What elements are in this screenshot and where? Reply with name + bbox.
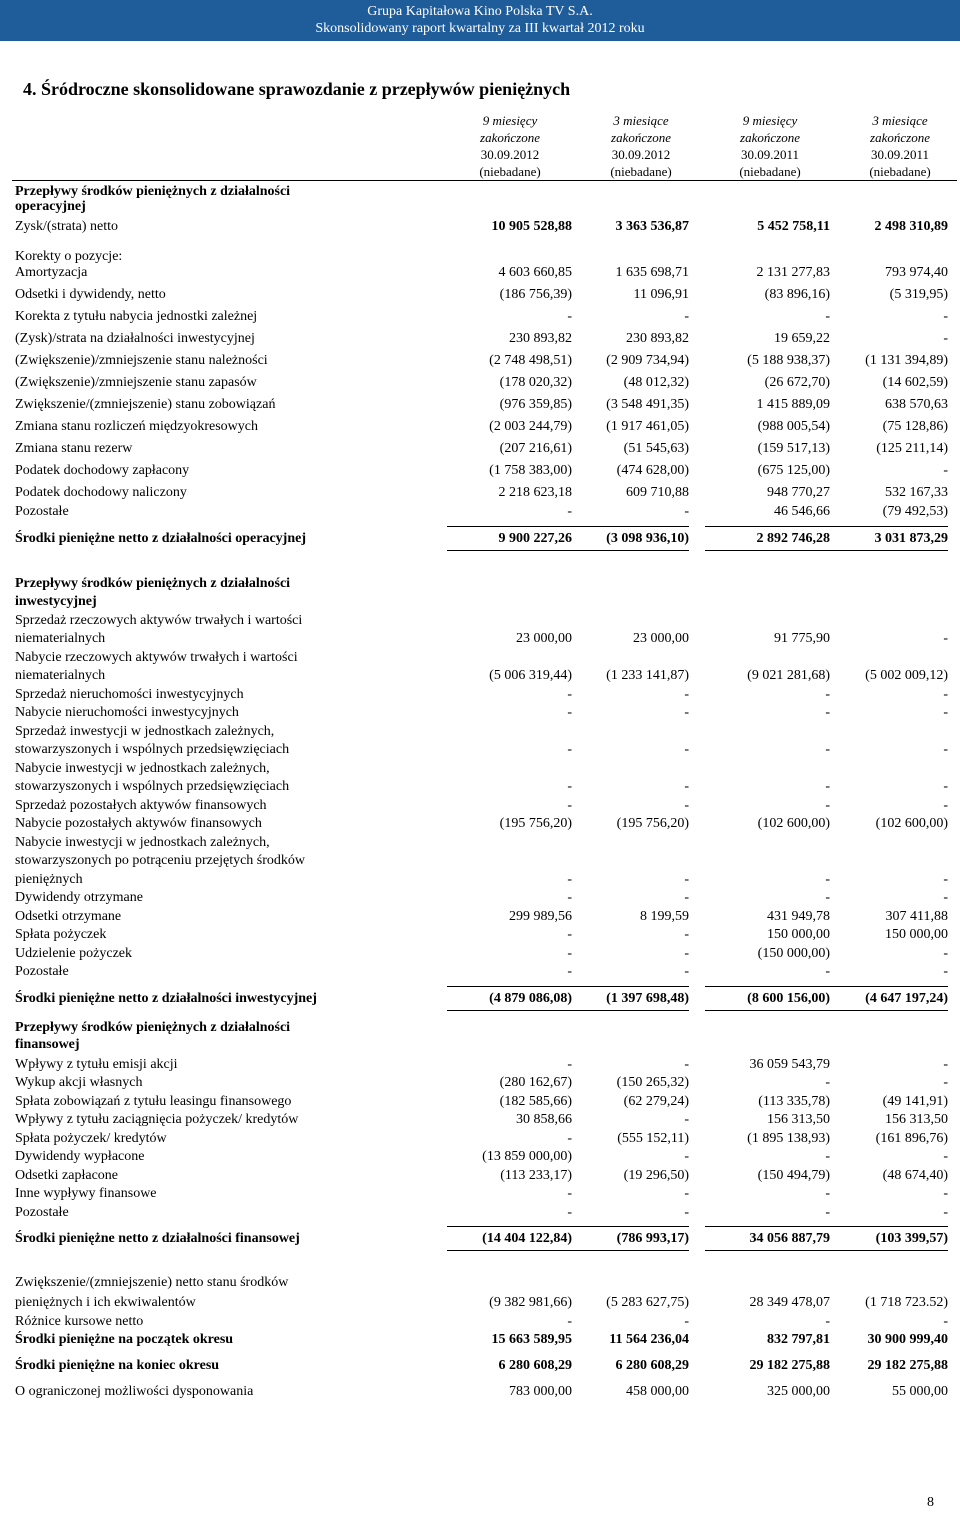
row-value-col1: 10 905 528,88 bbox=[491, 219, 572, 234]
row-value-col2: (1 233 141,87) bbox=[606, 668, 689, 683]
row-label: Nabycie inwestycji w jednostkach zależnych, bbox=[15, 835, 270, 850]
row-value-col3: 36 059 543,79 bbox=[749, 1057, 830, 1072]
row-value-col1: - bbox=[567, 1131, 572, 1146]
row-value-col4: 30 900 999,40 bbox=[867, 1332, 948, 1347]
row-label: Spłata pożyczek/ kredytów bbox=[15, 1131, 167, 1146]
row-value-col4: 307 411,88 bbox=[885, 909, 948, 924]
column-status: zakończone bbox=[611, 130, 671, 145]
row-value-col3: 2 892 746,28 bbox=[705, 530, 830, 548]
row-value-col4: (79 492,53) bbox=[882, 504, 948, 519]
row-value-col1: - bbox=[567, 779, 572, 794]
row-value-col3: - bbox=[825, 309, 830, 324]
row-label: Sprzedaż rzeczowych aktywów trwałych i wartości bbox=[15, 613, 303, 628]
row-value-col4: - bbox=[943, 687, 948, 702]
row-value-col2: (62 279,24) bbox=[623, 1094, 689, 1109]
row-value-col3: - bbox=[825, 1186, 830, 1201]
row-value-col2: - bbox=[684, 946, 689, 961]
row-value-col4: 638 570,63 bbox=[885, 397, 948, 412]
column-date: 30.09.2011 bbox=[870, 147, 930, 162]
row-value-col2: (150 265,32) bbox=[616, 1075, 689, 1090]
row-value-col2: (195 756,20) bbox=[616, 816, 689, 831]
row-value-col4: - bbox=[943, 705, 948, 720]
section-title: 4. Śródroczne skonsolidowane sprawozdanie z przepływów pieniężnych bbox=[23, 79, 571, 99]
column-period: 3 miesiące bbox=[613, 113, 669, 128]
row-value-col3: (675 125,00) bbox=[757, 463, 830, 478]
row-value-col4: 156 313,50 bbox=[885, 1112, 948, 1127]
row-value-col1: - bbox=[567, 1057, 572, 1072]
row-value-col1: 6 280 608,29 bbox=[498, 1358, 572, 1373]
row-value-col1: - bbox=[567, 964, 572, 979]
row-label: pieniężnych bbox=[15, 872, 83, 887]
column-date: 30.09.2012 bbox=[480, 147, 540, 162]
row-value-col2: (5 283 627,75) bbox=[606, 1295, 689, 1310]
row-value-col1: - bbox=[567, 742, 572, 757]
row-label: Środki pieniężne netto z działalności finansowej bbox=[15, 1231, 300, 1246]
row-value-col3: 19 659,22 bbox=[774, 331, 830, 346]
row-value-col1: (9 382 981,66) bbox=[489, 1295, 572, 1310]
row-value-col3: - bbox=[825, 742, 830, 757]
row-value-col2: - bbox=[684, 1057, 689, 1072]
row-label: Korekty o pozycje: bbox=[15, 249, 123, 264]
row-value-col4: - bbox=[943, 463, 948, 478]
row-label: Udzielenie pożyczek bbox=[15, 946, 132, 961]
row-value-col1: - bbox=[567, 705, 572, 720]
row-value-col2: - bbox=[684, 504, 689, 519]
row-value-col1: 2 218 623,18 bbox=[498, 485, 572, 500]
row-value-col4: - bbox=[943, 1149, 948, 1164]
row-value-col4: (1 718 723.52) bbox=[865, 1295, 948, 1310]
row-label: O ograniczonej możliwości dysponowania bbox=[15, 1384, 254, 1399]
row-value-col2: 230 893,82 bbox=[626, 331, 689, 346]
row-label: Spłata zobowiązań z tytułu leasingu finansowego bbox=[15, 1094, 292, 1109]
row-value-col1: - bbox=[567, 1205, 572, 1220]
row-label: Podatek dochodowy naliczony bbox=[15, 485, 187, 500]
row-value-col1: (207 216,61) bbox=[499, 441, 572, 456]
row-value-col1: 15 663 589,95 bbox=[491, 1332, 572, 1347]
row-value-col1: (280 162,67) bbox=[499, 1075, 572, 1090]
row-value-col3: (150 494,79) bbox=[757, 1168, 830, 1183]
row-value-col4: 793 974,40 bbox=[885, 265, 948, 280]
row-value-col2: - bbox=[684, 890, 689, 905]
row-value-col4: (75 128,86) bbox=[882, 419, 948, 434]
row-value-col4: (14 602,59) bbox=[882, 375, 948, 390]
column-header-1 bbox=[455, 112, 565, 180]
row-value-col2: 3 363 536,87 bbox=[615, 219, 689, 234]
row-value-col2: (1 397 698,48) bbox=[564, 990, 689, 1008]
row-value-col3: 948 770,27 bbox=[767, 485, 830, 500]
row-label: Nabycie nieruchomości inwestycyjnych bbox=[15, 705, 239, 720]
row-value-col2: 609 710,88 bbox=[626, 485, 689, 500]
row-value-col3: - bbox=[825, 779, 830, 794]
row-value-col4: - bbox=[943, 779, 948, 794]
row-label: Korekta z tytułu nabycia jednostki zależnej bbox=[15, 309, 258, 324]
row-label: Wykup akcji własnych bbox=[15, 1075, 143, 1090]
header-divider bbox=[12, 180, 957, 181]
row-label: Podatek dochodowy zapłacony bbox=[15, 463, 190, 478]
row-value-col4: 532 167,33 bbox=[885, 485, 948, 500]
row-value-col4: - bbox=[943, 631, 948, 646]
row-value-col1: (182 585,66) bbox=[499, 1094, 572, 1109]
row-value-col4: (125 211,14) bbox=[876, 441, 948, 456]
row-label: Pozostałe bbox=[15, 964, 69, 979]
row-value-col2: - bbox=[684, 1112, 689, 1127]
row-label: Nabycie rzeczowych aktywów trwałych i wartości bbox=[15, 650, 298, 665]
row-value-col2: 8 199,59 bbox=[640, 909, 689, 924]
row-label: Środki pieniężne netto z działalności operacyjnej bbox=[15, 531, 306, 546]
column-period: 3 miesiące bbox=[872, 113, 928, 128]
row-value-col4: - bbox=[943, 331, 948, 346]
row-value-col2: (555 152,11) bbox=[617, 1131, 689, 1146]
row-value-col3: - bbox=[825, 798, 830, 813]
row-value-col1: (178 020,32) bbox=[499, 375, 572, 390]
row-label: Sprzedaż inwestycji w jednostkach zależnych, bbox=[15, 724, 275, 739]
row-label: Różnice kursowe netto bbox=[15, 1314, 144, 1329]
row-value-col1: - bbox=[567, 1186, 572, 1201]
row-value-col1: (4 879 086,08) bbox=[447, 990, 572, 1008]
row-value-col4: (5 002 009,12) bbox=[865, 668, 948, 683]
row-value-col4: - bbox=[943, 1314, 948, 1329]
row-value-col3: 431 949,78 bbox=[767, 909, 830, 924]
row-label: Inne wypływy finansowe bbox=[15, 1186, 157, 1201]
row-value-col3: 46 546,66 bbox=[774, 504, 830, 519]
row-value-col2: (51 545,63) bbox=[623, 441, 689, 456]
row-value-col2: 11 564 236,04 bbox=[609, 1332, 689, 1347]
row-value-col3: 34 056 887,79 bbox=[705, 1230, 830, 1248]
row-value-col2: (19 296,50) bbox=[623, 1168, 689, 1183]
row-value-col1: - bbox=[567, 1314, 572, 1329]
row-value-col3: 91 775,90 bbox=[774, 631, 830, 646]
row-value-col3: - bbox=[825, 1149, 830, 1164]
row-value-col1: (1 758 383,00) bbox=[489, 463, 572, 478]
row-label: Wpływy z tytułu emisji akcji bbox=[15, 1057, 178, 1072]
row-value-col4: - bbox=[943, 309, 948, 324]
row-label: Środki pieniężne na początek okresu bbox=[15, 1332, 234, 1347]
row-label: (Zwiększenie)/zmniejszenie stanu zapasów bbox=[15, 375, 257, 390]
row-value-col2: - bbox=[684, 742, 689, 757]
column-status: zakończone bbox=[480, 130, 540, 145]
row-value-col4: - bbox=[943, 890, 948, 905]
row-value-col2: - bbox=[684, 1186, 689, 1201]
row-value-col1: (5 006 319,44) bbox=[489, 668, 572, 683]
row-value-col3: 1 415 889,09 bbox=[756, 397, 830, 412]
row-value-col4: 2 498 310,89 bbox=[874, 219, 948, 234]
row-value-col1: 4 603 660,85 bbox=[498, 265, 572, 280]
row-value-col3: - bbox=[825, 705, 830, 720]
column-period: 9 miesięcy bbox=[482, 113, 538, 128]
row-label: Zmiana stanu rozliczeń międzyokresowych bbox=[15, 419, 258, 434]
row-value-col4: (102 600,00) bbox=[875, 816, 948, 831]
row-value-col1: 299 989,56 bbox=[509, 909, 572, 924]
row-value-col3: - bbox=[825, 687, 830, 702]
row-label: Odsetki i dywidendy, netto bbox=[15, 287, 166, 302]
row-value-col2: 23 000,00 bbox=[633, 631, 689, 646]
row-value-col3: - bbox=[825, 1075, 830, 1090]
row-label: pieniężnych i ich ekwiwalentów bbox=[15, 1295, 196, 1310]
row-value-col2: 11 096,91 bbox=[633, 287, 689, 302]
row-label: Zysk/(strata) netto bbox=[15, 219, 119, 234]
row-value-col3: (150 000,00) bbox=[757, 946, 830, 961]
column-date: 30.09.2012 bbox=[611, 147, 671, 162]
row-label: Zwiększenie/(zmniejszenie) netto stanu środków bbox=[15, 1275, 289, 1290]
row-value-col4: - bbox=[943, 872, 948, 887]
header-company: Grupa Kapitałowa Kino Polska TV S.A. bbox=[367, 4, 593, 19]
row-label: inwestycyjnej bbox=[15, 594, 97, 609]
column-note: (niebadane) bbox=[479, 164, 541, 179]
column-header-4 bbox=[845, 112, 955, 180]
column-header-2 bbox=[586, 112, 696, 180]
row-label: Pozostałe bbox=[15, 1205, 69, 1220]
row-value-col1: 23 000,00 bbox=[516, 631, 572, 646]
row-value-col3: 325 000,00 bbox=[767, 1384, 830, 1399]
page-number: 8 bbox=[927, 1495, 934, 1510]
row-value-col2: - bbox=[684, 309, 689, 324]
row-value-col1: (113 233,17) bbox=[500, 1168, 572, 1183]
row-value-col1: 783 000,00 bbox=[509, 1384, 572, 1399]
row-value-col4: - bbox=[943, 964, 948, 979]
row-value-col3: (102 600,00) bbox=[757, 816, 830, 831]
row-label: finansowej bbox=[15, 1037, 80, 1052]
row-value-col4: 150 000,00 bbox=[885, 927, 948, 942]
row-label: niematerialnych bbox=[15, 668, 106, 683]
row-value-col3: - bbox=[825, 890, 830, 905]
row-label: stowarzyszonych i wspólnych przedsięwzięciach bbox=[15, 779, 290, 794]
row-value-col3: (8 600 156,00) bbox=[705, 990, 830, 1008]
row-value-col2: - bbox=[684, 687, 689, 702]
row-value-col1: (195 756,20) bbox=[499, 816, 572, 831]
row-value-col4: - bbox=[943, 1075, 948, 1090]
row-value-col2: (786 993,17) bbox=[564, 1230, 689, 1248]
row-value-col2: - bbox=[684, 927, 689, 942]
row-value-col3: 29 182 275,88 bbox=[749, 1358, 830, 1373]
row-label: Odsetki otrzymane bbox=[15, 909, 122, 924]
row-value-col2: 6 280 608,29 bbox=[615, 1358, 689, 1373]
row-label: Przepływy środków pieniężnych z działalności bbox=[15, 184, 291, 199]
row-value-col3: (83 896,16) bbox=[764, 287, 830, 302]
row-value-col1: - bbox=[567, 798, 572, 813]
row-value-col4: (48 674,40) bbox=[882, 1168, 948, 1183]
row-label: Nabycie pozostałych aktywów finansowych bbox=[15, 816, 262, 831]
column-period: 9 miesięcy bbox=[742, 113, 798, 128]
row-label: Amortyzacja bbox=[15, 265, 88, 280]
row-value-col2: (474 628,00) bbox=[616, 463, 689, 478]
row-label: Sprzedaż pozostałych aktywów finansowych bbox=[15, 798, 267, 813]
row-label: niematerialnych bbox=[15, 631, 106, 646]
row-label: Dywidendy wypłacone bbox=[15, 1149, 145, 1164]
row-value-col1: - bbox=[567, 927, 572, 942]
row-value-col2: - bbox=[684, 1205, 689, 1220]
row-label: Wpływy z tytułu zaciągnięcia pożyczek/ kredytów bbox=[15, 1112, 299, 1127]
column-status: zakończone bbox=[870, 130, 930, 145]
row-value-col4: 29 182 275,88 bbox=[867, 1358, 948, 1373]
row-value-col2: 1 635 698,71 bbox=[615, 265, 689, 280]
row-label: Nabycie inwestycji w jednostkach zależnych, bbox=[15, 761, 270, 776]
row-value-col3: 156 313,50 bbox=[767, 1112, 830, 1127]
row-label: Dywidendy otrzymane bbox=[15, 890, 143, 905]
row-label: Środki pieniężne netto z działalności inwestycyjnej bbox=[15, 991, 317, 1006]
row-value-col1: - bbox=[567, 309, 572, 324]
row-value-col3: - bbox=[825, 964, 830, 979]
row-value-col4: - bbox=[943, 1205, 948, 1220]
row-value-col4: (5 319,95) bbox=[889, 287, 948, 302]
row-value-col4: (49 141,91) bbox=[882, 1094, 948, 1109]
column-status: zakończone bbox=[740, 130, 800, 145]
column-note: (niebadane) bbox=[610, 164, 672, 179]
row-value-col3: 5 452 758,11 bbox=[757, 219, 830, 234]
row-value-col1: - bbox=[567, 872, 572, 887]
row-label: stowarzyszonych i wspólnych przedsięwzięciach bbox=[15, 742, 290, 757]
row-value-col2: (1 917 461,05) bbox=[606, 419, 689, 434]
row-value-col3: 28 349 478,07 bbox=[749, 1295, 830, 1310]
row-value-col1: 230 893,82 bbox=[509, 331, 572, 346]
row-value-col2: - bbox=[684, 779, 689, 794]
row-value-col1: - bbox=[567, 504, 572, 519]
row-label: (Zwiększenie)/zmniejszenie stanu należności bbox=[15, 353, 268, 368]
row-value-col1: 30 858,66 bbox=[516, 1112, 572, 1127]
row-value-col3: (113 335,78) bbox=[758, 1094, 830, 1109]
row-value-col2: - bbox=[684, 872, 689, 887]
row-value-col2: (3 098 936,10) bbox=[564, 530, 689, 548]
row-value-col4: (103 399,57) bbox=[823, 1230, 948, 1248]
row-label: Spłata pożyczek bbox=[15, 927, 107, 942]
row-value-col1: (2 003 244,79) bbox=[489, 419, 572, 434]
row-value-col2: - bbox=[684, 1314, 689, 1329]
row-label: Sprzedaż nieruchomości inwestycyjnych bbox=[15, 687, 244, 702]
row-value-col1: 9 900 227,26 bbox=[447, 530, 572, 548]
row-value-col3: (5 188 938,37) bbox=[747, 353, 830, 368]
row-value-col1: (2 748 498,51) bbox=[489, 353, 572, 368]
row-value-col4: (4 647 197,24) bbox=[823, 990, 948, 1008]
row-value-col1: (976 359,85) bbox=[499, 397, 572, 412]
row-value-col2: - bbox=[684, 798, 689, 813]
row-value-col2: - bbox=[684, 964, 689, 979]
row-value-col1: - bbox=[567, 890, 572, 905]
row-value-col3: 2 131 277,83 bbox=[756, 265, 830, 280]
row-value-col3: (1 895 138,93) bbox=[747, 1131, 830, 1146]
row-value-col4: - bbox=[943, 1057, 948, 1072]
row-value-col2: (2 909 734,94) bbox=[606, 353, 689, 368]
row-label: operacyjnej bbox=[15, 199, 86, 214]
row-label: Środki pieniężne na koniec okresu bbox=[15, 1358, 220, 1373]
header-report-title: Skonsolidowany raport kwartalny za III kwartał 2012 roku bbox=[315, 21, 645, 36]
column-note: (niebadane) bbox=[869, 164, 931, 179]
row-value-col2: 458 000,00 bbox=[626, 1384, 689, 1399]
row-value-col4: (1 131 394,89) bbox=[865, 353, 948, 368]
row-value-col1: (186 756,39) bbox=[499, 287, 572, 302]
row-value-col4: - bbox=[943, 798, 948, 813]
row-value-col3: - bbox=[825, 1314, 830, 1329]
row-value-col4: 3 031 873,29 bbox=[823, 530, 948, 548]
row-value-col3: (9 021 281,68) bbox=[747, 668, 830, 683]
row-label: stowarzyszonych po potrąceniu przejętych środków bbox=[15, 853, 306, 868]
row-value-col2: - bbox=[684, 1149, 689, 1164]
row-value-col1: - bbox=[567, 946, 572, 961]
row-label: Pozostałe bbox=[15, 504, 69, 519]
report-header bbox=[0, 0, 960, 41]
row-label: (Zysk)/strata na działalności inwestycyjnej bbox=[15, 331, 255, 346]
row-value-col4: - bbox=[943, 946, 948, 961]
row-label: Przepływy środków pieniężnych z działalności bbox=[15, 576, 291, 591]
row-label: Odsetki zapłacone bbox=[15, 1168, 119, 1183]
row-value-col3: 150 000,00 bbox=[767, 927, 830, 942]
column-date: 30.09.2011 bbox=[740, 147, 800, 162]
row-label: Zwiększenie/(zmniejszenie) stanu zobowiązań bbox=[15, 397, 276, 412]
row-value-col3: (988 005,54) bbox=[757, 419, 830, 434]
column-note: (niebadane) bbox=[739, 164, 801, 179]
row-value-col3: - bbox=[825, 872, 830, 887]
row-value-col3: (26 672,70) bbox=[764, 375, 830, 390]
row-value-col2: (48 012,32) bbox=[623, 375, 689, 390]
row-value-col2: - bbox=[684, 705, 689, 720]
row-value-col4: - bbox=[943, 1186, 948, 1201]
row-value-col3: (159 517,13) bbox=[757, 441, 830, 456]
column-header-3 bbox=[715, 112, 825, 180]
row-value-col4: - bbox=[943, 742, 948, 757]
row-value-col3: - bbox=[825, 1205, 830, 1220]
row-value-col1: (14 404 122,84) bbox=[447, 1230, 572, 1248]
row-label: Przepływy środków pieniężnych z działalności bbox=[15, 1020, 291, 1035]
row-value-col4: (161 896,76) bbox=[875, 1131, 948, 1146]
row-value-col4: 55 000,00 bbox=[892, 1384, 948, 1399]
row-value-col2: (3 548 491,35) bbox=[606, 397, 689, 412]
row-label: Zmiana stanu rezerw bbox=[15, 441, 133, 456]
row-value-col1: (13 859 000,00) bbox=[482, 1149, 572, 1164]
row-value-col3: 832 797,81 bbox=[767, 1332, 830, 1347]
row-value-col1: - bbox=[567, 687, 572, 702]
